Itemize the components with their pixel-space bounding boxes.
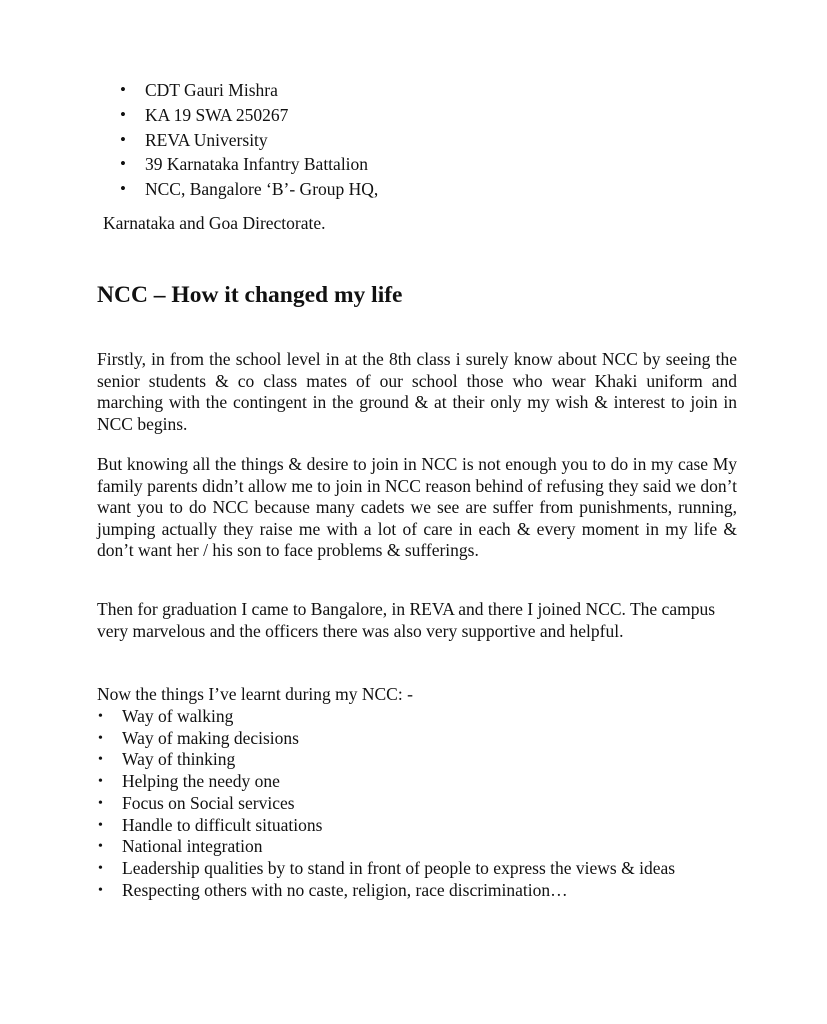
list-item-text: Focus on Social services: [122, 792, 295, 813]
list-item-text: National integration: [122, 836, 263, 857]
list-item: [97, 706, 737, 728]
bullet-icon: •: [98, 860, 103, 876]
bullet-icon: •: [98, 752, 103, 768]
cadet-number: KA 19 SWA 250267: [145, 104, 289, 125]
bullet-icon: •: [98, 839, 103, 855]
cadet-name: CDT Gauri Mishra: [145, 80, 278, 100]
list-item: [97, 858, 737, 880]
list-item: [97, 880, 737, 902]
bullet-icon: •: [98, 817, 103, 833]
bullet-icon: •: [120, 129, 126, 149]
list-item: [97, 771, 737, 793]
paragraph-graduation: Then for graduation I came to Bangalore, in REVA and there I joined NCC. The campus very marvelous and the officers there was also very supportive and helpful.: [97, 599, 716, 641]
paragraph-intro: Firstly, in from the school level in at the 8th class i surely know about NCC by seeing the senior students & co class mates of our school those who wear Khaki uniform and marching with the contingent in the ground & at their only my wish & interest to join in NCC begins.: [97, 349, 737, 434]
list-item-text: Way of walking: [122, 706, 234, 726]
battalion: 39 Karnataka Infantry Battalion: [145, 154, 369, 175]
list-item: [98, 128, 378, 153]
bullet-icon: •: [120, 154, 126, 174]
learnings-list: [97, 706, 737, 901]
bullet-icon: •: [98, 709, 103, 724]
university: REVA University: [145, 129, 268, 150]
list-item-text: Way of thinking: [122, 749, 236, 770]
bullet-icon: •: [120, 104, 126, 124]
list-item: [97, 728, 737, 750]
directorate-text: Karnataka and Goa Directorate.: [103, 213, 326, 233]
list-item: [97, 793, 737, 815]
list-item: [98, 78, 378, 103]
list-item-text: Way of making decisions: [122, 727, 299, 748]
paragraph-learnings-intro: Now the things I’ve learnt during my NCC: -: [97, 684, 413, 704]
bullet-icon: •: [98, 882, 103, 898]
paragraph-family: But knowing all the things & desire to join in NCC is not enough you to do in my case My family parents didn’t allow me to join in NCC reason behind of refusing they said we don’t want you to do NCC because many cadets we see are suffer from punishments, running, jumping actually they raise me with a lot of care in each & every moment in my life & don’t want her / his son to face problems & sufferings.: [97, 454, 737, 561]
bullet-icon: •: [98, 795, 103, 811]
bullet-icon: •: [98, 730, 103, 746]
list-item: [98, 103, 378, 128]
list-item: [98, 152, 378, 177]
list-item-text: Respecting others with no caste, religion, race discrimination…: [122, 879, 568, 900]
bullet-icon: •: [98, 774, 103, 790]
group-hq: NCC, Bangalore ‘B’- Group HQ,: [145, 179, 379, 200]
list-item: [97, 749, 737, 771]
list-item: [97, 836, 737, 858]
cadet-details-list: [98, 78, 378, 202]
list-item-text: Helping the needy one: [122, 771, 280, 792]
list-item: [97, 815, 737, 837]
bullet-icon: •: [120, 179, 126, 199]
bullet-icon: •: [120, 80, 126, 99]
list-item: [98, 177, 378, 202]
page-title: NCC – How it changed my life: [97, 282, 403, 308]
list-item-text: Leadership qualities by to stand in front of people to express the views & ideas: [122, 857, 676, 878]
list-item-text: Handle to difficult situations: [122, 814, 323, 835]
